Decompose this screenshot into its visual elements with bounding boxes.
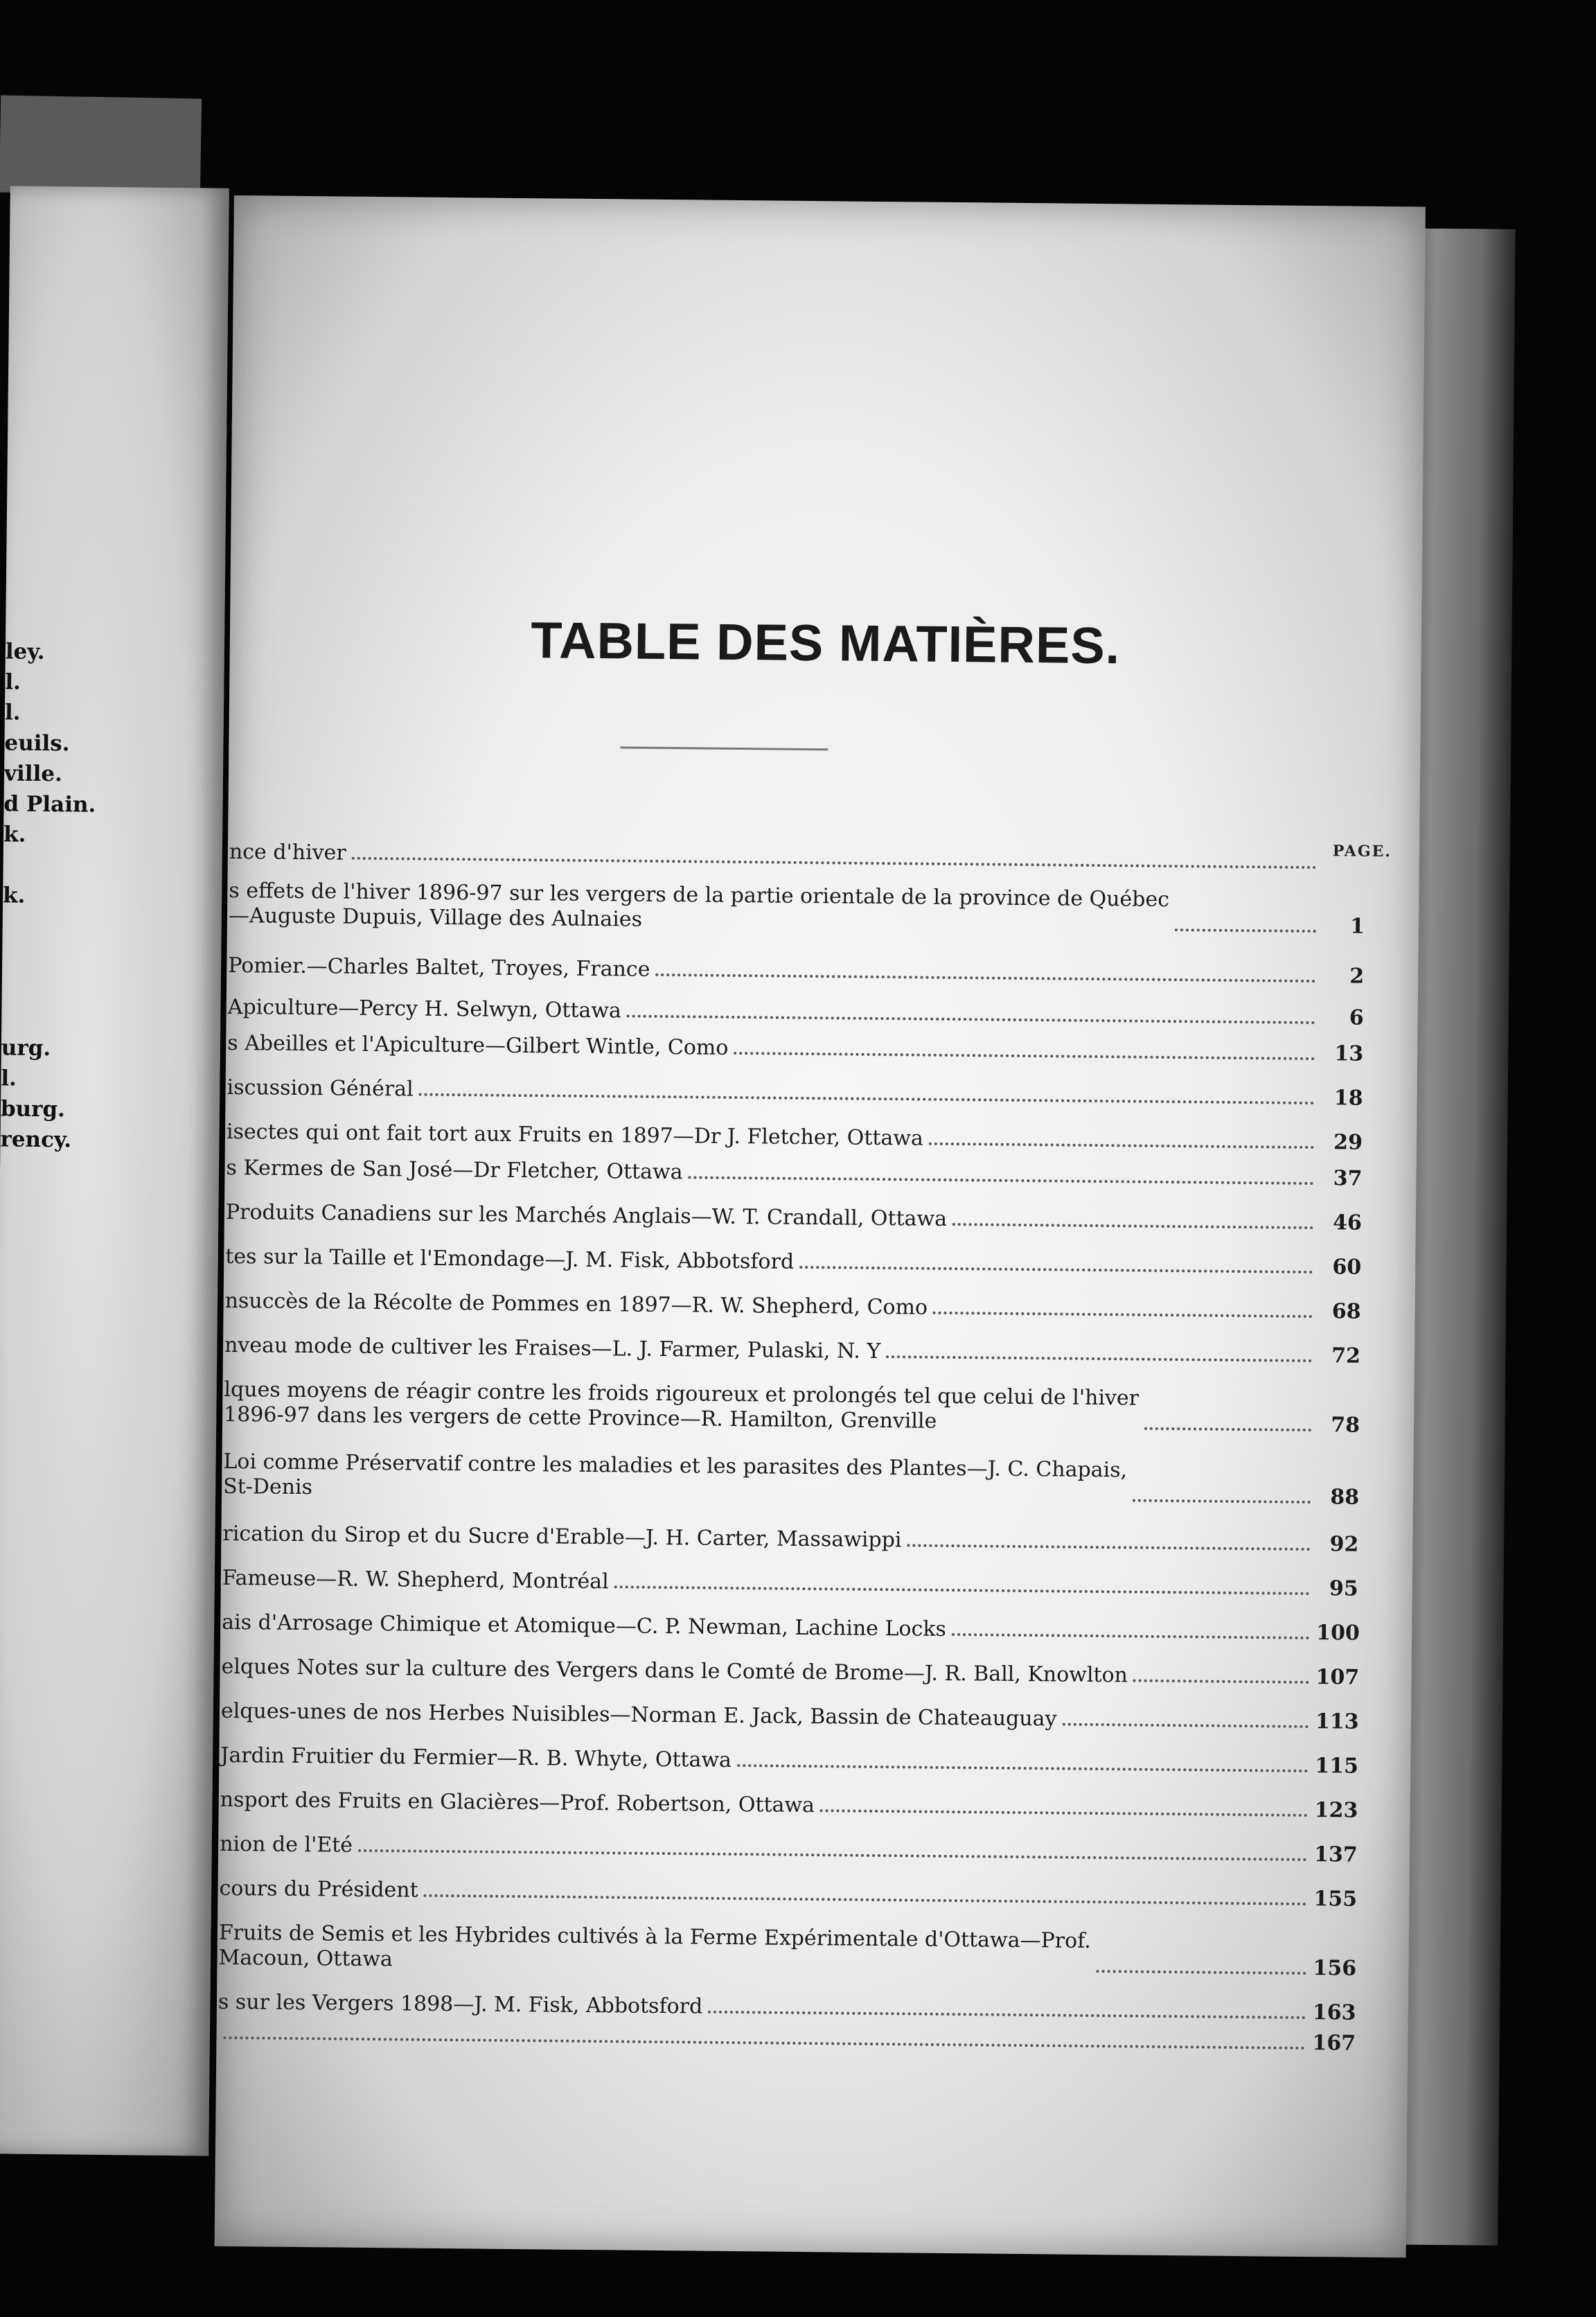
toc-entry-page-number: 115 <box>1315 1754 1359 1779</box>
dot-leader <box>1144 1427 1311 1431</box>
toc-entry-page-number: 46 <box>1332 1210 1363 1235</box>
toc-entry-page-number: 156 <box>1313 1956 1357 1981</box>
toc-entry <box>223 1450 1360 1510</box>
toc-entry <box>226 1156 1362 1192</box>
toc-entry-title: Jardin Fruitier du Fermier—R. B. Whyte, Ottawa <box>220 1743 732 1772</box>
toc-entry-title: Pomier.—Charles Baltet, Troyes, France <box>228 953 650 982</box>
toc-entry-title: tes sur la Taille et l'Emondage—J. M. Fisk, Abbotsford <box>225 1244 795 1274</box>
dot-leader <box>929 1143 1314 1149</box>
toc-entry-title: ais d'Arrosage Chimique et Atomique—C. P. Newman, Lachine Locks <box>222 1610 947 1641</box>
toc-entry-title: lques moyens de réagir contre les froids rigoureux et prolongés tel que celui de l'hiver 1896-97 dans les vergers de cette Province—R. Hamilton, Grenville <box>223 1377 1140 1434</box>
toc-entry-page-number: 13 <box>1334 1041 1364 1066</box>
toc-entry-title: Loi comme Préservatif contre les maladies et les parasites des Plantes—J. C. Chapais, St-Denis <box>222 1449 1128 1500</box>
toc-entry <box>225 1244 1361 1280</box>
dot-leader <box>352 857 1317 869</box>
toc-entry-page-number <box>1324 875 1365 876</box>
dot-leader <box>737 1764 1308 1772</box>
toc-entry-page-number: 92 <box>1329 1532 1359 1557</box>
toc-entry-title: nce d'hiver <box>229 839 346 865</box>
toc-entry-title: Fruits de Semis et les Hybrides cultivés à la Ferme Expérimentale d'Ottawa—Prof. Macoun, Ottawa <box>218 1920 1091 1972</box>
toc-entry-title: s sur les Vergers 1898—J. M. Fisk, Abbotsford <box>218 1989 703 2019</box>
toc-entry-page-number: 163 <box>1312 2000 1356 2025</box>
dot-leader <box>223 2036 1305 2050</box>
left-page-fragment: l. <box>4 700 21 725</box>
toc-entry <box>228 995 1364 1031</box>
dot-leader <box>627 1014 1315 1024</box>
left-page-top-edge <box>0 95 202 195</box>
toc-entry-title: nveau mode de cultiver les Fraises—L. J. Farmer, Pulaski, N. Y <box>224 1332 881 1364</box>
left-page-fragment <box>2 941 99 972</box>
toc-entry-page-number: 155 <box>1313 1887 1358 1912</box>
toc-entry-page-number: 113 <box>1315 1709 1359 1734</box>
toc-entry <box>218 2020 1354 2056</box>
title-rule <box>620 746 828 750</box>
toc-entry-page-number: 137 <box>1313 1842 1358 1867</box>
left-page-fragment: ley. <box>5 639 45 664</box>
left-page-fragment <box>2 910 99 942</box>
toc-entry <box>222 1610 1358 1646</box>
dot-leader <box>1133 1499 1311 1504</box>
toc-entry <box>226 1200 1362 1236</box>
left-page-fragment: urg. <box>1 1035 51 1061</box>
dot-leader <box>799 1266 1313 1274</box>
toc-entry <box>218 1990 1354 2026</box>
left-page-fragment: d Plain. <box>3 791 96 818</box>
toc-entry-page-number: 78 <box>1331 1413 1360 1438</box>
toc-entry <box>227 1120 1363 1156</box>
toc-entry <box>229 879 1365 940</box>
dot-leader <box>1133 1680 1309 1684</box>
toc-entry-title: nsport des Fruits en Glacières—Prof. Robertson, Ottawa <box>220 1787 815 1818</box>
toc-entry-page-number: 72 <box>1331 1343 1361 1368</box>
toc-entry-title: elques Notes sur la culture des Vergers dans le Comté de Brome—J. R. Ball, Knowlton <box>221 1654 1128 1688</box>
left-page-fragment: l. <box>1 1066 17 1091</box>
toc-entry-title: nion de l'Eté <box>219 1831 353 1858</box>
dot-leader <box>655 974 1315 983</box>
document-page <box>215 195 1426 2257</box>
toc-entry-page-number: 1 <box>1349 914 1365 939</box>
toc-entry-title: s effets de l'hiver 1896-97 sur les vergers de la partie orientale de la province de Québec —Auguste Dupuis, Village des Aulnaies <box>228 878 1170 932</box>
toc-entry <box>229 840 1365 876</box>
toc-entry-page-number: 107 <box>1315 1665 1360 1690</box>
toc-entry-page-number: 37 <box>1333 1166 1363 1191</box>
dot-leader <box>1096 1970 1306 1975</box>
toc-entry <box>219 1876 1358 1912</box>
toc-entry-title: Fameuse—R. W. Shepherd, Montréal <box>222 1565 609 1594</box>
left-page-fragment: burg. <box>0 1096 66 1122</box>
toc-entry-title: cours du Président <box>219 1876 418 1903</box>
left-page-fragment <box>3 849 100 881</box>
toc-entry-title: s Abeilles et l'Apiculture—Gilbert Wintle, Como <box>227 1030 729 1060</box>
left-page-fragment: ville. <box>3 761 63 787</box>
toc-entry <box>222 1522 1358 1558</box>
toc-entry-page-number: 167 <box>1312 2031 1356 2056</box>
left-page-fragment <box>1 1002 98 1033</box>
toc-entry <box>220 1743 1359 1779</box>
left-page-fragment: rency. <box>0 1127 72 1153</box>
toc-entry <box>228 953 1364 989</box>
toc-entry <box>224 1377 1360 1438</box>
toc-entry-page-number: 60 <box>1332 1255 1362 1280</box>
dot-leader <box>933 1312 1313 1318</box>
toc-entry-page-number: 95 <box>1329 1576 1358 1601</box>
toc-entry <box>220 1788 1356 1824</box>
left-page-text-fragments <box>0 636 103 1155</box>
dot-leader <box>820 1809 1308 1817</box>
dot-leader <box>358 1849 1307 1861</box>
toc-entry-page-number: 88 <box>1330 1485 1360 1510</box>
dot-leader <box>1175 928 1316 933</box>
left-page-fragment: euils. <box>4 730 70 757</box>
toc-entry <box>221 1699 1357 1735</box>
left-page-fragment: l. <box>5 669 21 695</box>
toc-entry-page-number: 18 <box>1333 1086 1363 1111</box>
toc-entry-title: nsuccès de la Récolte de Pommes en 1897—R. W. Shepherd, Como <box>224 1288 928 1320</box>
toc-entry <box>222 1566 1358 1602</box>
page-title: TABLE DES MATIÈRES. <box>531 611 1121 675</box>
toc-entry <box>224 1333 1360 1369</box>
dot-leader <box>424 1894 1307 1905</box>
dot-leader <box>952 1223 1313 1229</box>
toc-entry-title: elques-unes de nos Herbes Nuisibles—Norman E. Jack, Bassin de Chateauguay <box>220 1698 1057 1732</box>
toc-entry-title: rication du Sirop et du Sucre d'Erable—J. H. Carter, Massawippi <box>222 1521 902 1553</box>
toc-entry-title: iscussion Général <box>227 1075 414 1102</box>
left-page-fragment <box>2 971 99 1003</box>
page-column-heading: PAGE. <box>1332 842 1392 861</box>
dot-leader <box>907 1544 1310 1551</box>
toc-entry-title: s Kermes de San José—Dr Fletcher, Ottawa <box>226 1155 683 1185</box>
toc-entry <box>218 1921 1355 1982</box>
toc-entry-page-number: 2 <box>1349 964 1365 989</box>
dot-leader <box>688 1176 1313 1185</box>
toc-entry <box>225 1289 1361 1325</box>
toc-entry-page-number: 68 <box>1331 1299 1361 1324</box>
toc-entry <box>227 1075 1363 1111</box>
toc-entry-page-number: 6 <box>1349 1005 1364 1030</box>
toc-entry <box>220 1832 1356 1868</box>
dot-leader <box>952 1633 1309 1639</box>
dot-leader <box>708 2011 1306 2019</box>
toc-entry-title: Produits Canadiens sur les Marchés Anglais—W. T. Crandall, Ottawa <box>225 1199 948 1231</box>
dot-leader <box>886 1355 1312 1362</box>
left-page <box>0 186 229 2156</box>
toc-entry-title: Apiculture—Percy H. Selwyn, Ottawa <box>227 994 622 1023</box>
toc-entry-title: isectes qui ont fait tort aux Fruits en 1897—Dr J. Fletcher, Ottawa <box>226 1119 924 1151</box>
toc-entry <box>221 1654 1360 1691</box>
dot-leader <box>734 1052 1315 1060</box>
dot-leader <box>419 1093 1315 1104</box>
left-page-fragment: k. <box>2 883 26 908</box>
left-page-fragment: k. <box>3 822 26 847</box>
toc-entry <box>227 1031 1363 1067</box>
toc-entry-page-number: 100 <box>1315 1621 1360 1646</box>
dot-leader <box>614 1585 1310 1595</box>
dot-leader <box>1062 1723 1308 1728</box>
table-of-contents <box>218 840 1365 2056</box>
toc-entry-page-number: 123 <box>1314 1798 1358 1823</box>
toc-entry-page-number: 29 <box>1333 1130 1363 1155</box>
